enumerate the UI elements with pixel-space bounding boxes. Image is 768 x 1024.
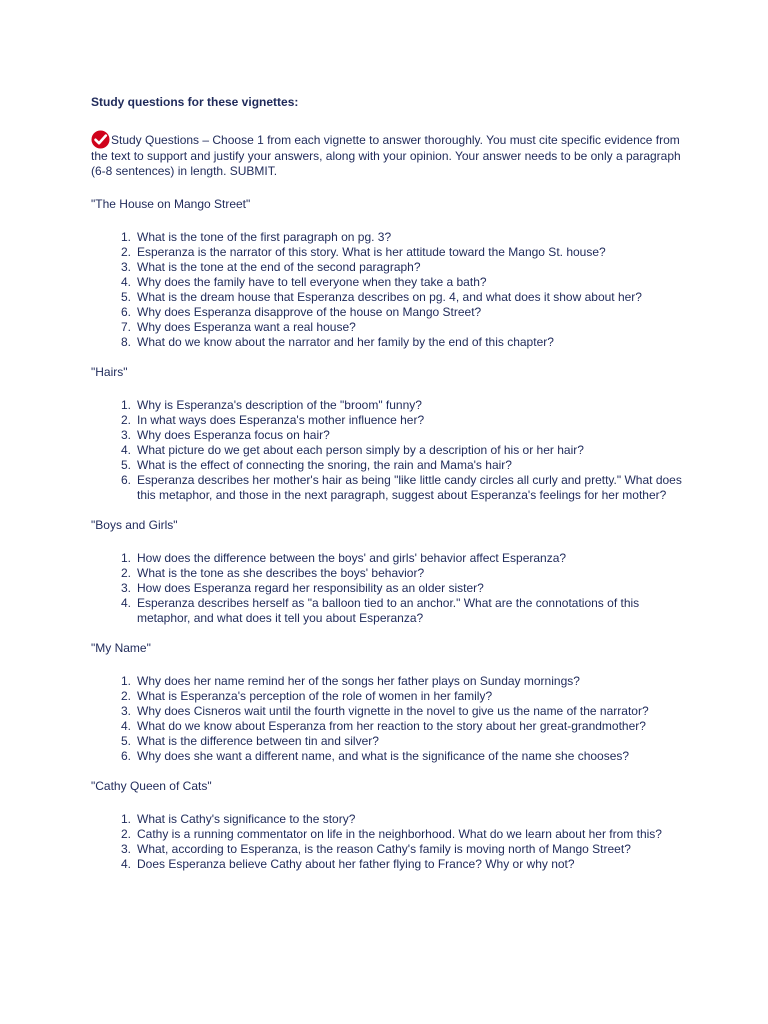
- question-item: [91, 305, 691, 320]
- question-number: 8.: [120, 335, 131, 349]
- question-text: Esperanza is the narrator of this story. What is her attitude toward the Mango St. house?: [137, 245, 606, 259]
- vignette-section: [91, 365, 691, 503]
- question-item: [91, 413, 691, 428]
- question-text: What is Cathy's significance to the story?: [137, 812, 356, 826]
- question-text: In what ways does Esperanza's mother influence her?: [137, 413, 425, 427]
- question-number: 5.: [120, 290, 131, 304]
- section-title: "Cathy Queen of Cats": [91, 779, 212, 793]
- question-text: What is the tone as she describes the boys' behavior?: [137, 566, 425, 580]
- question-number: 3.: [120, 260, 131, 274]
- question-text: How does the difference between the boys' and girls' behavior affect Esperanza?: [137, 551, 567, 565]
- question-text: What is Esperanza's perception of the role of women in her family?: [137, 689, 493, 703]
- question-item: [91, 458, 691, 473]
- question-number: 1.: [120, 674, 131, 688]
- question-number: 5.: [120, 458, 131, 472]
- question-number: 6.: [120, 473, 131, 487]
- question-text: Esperanza describes herself as "a balloon tied to an anchor." What are the connotations of this metaphor, and what does it tell you about Esperanza?: [137, 596, 640, 625]
- question-item: [91, 704, 691, 719]
- question-item: [91, 275, 691, 290]
- question-text: What is the tone at the end of the second paragraph?: [137, 260, 421, 274]
- question-number: 3.: [120, 842, 131, 856]
- question-text: Does Esperanza believe Cathy about her father flying to France? Why or why not?: [137, 857, 575, 871]
- question-number: 2.: [120, 566, 131, 580]
- question-number: 2.: [120, 413, 131, 427]
- question-item: [91, 596, 691, 626]
- question-number: 2.: [120, 689, 131, 703]
- instructions-paragraph: [91, 130, 691, 179]
- question-item: [91, 581, 691, 596]
- vignette-section: [91, 779, 691, 872]
- section-title: "Boys and Girls": [91, 518, 178, 532]
- question-number: 4.: [120, 275, 131, 289]
- question-list: [91, 812, 691, 872]
- question-number: 5.: [120, 734, 131, 748]
- question-item: [91, 335, 691, 350]
- question-text: Why does Esperanza want a real house?: [137, 320, 356, 334]
- question-number: 4.: [120, 719, 131, 733]
- question-item: [91, 674, 691, 689]
- question-item: [91, 230, 691, 245]
- question-list: [91, 551, 691, 626]
- question-list: [91, 398, 691, 503]
- question-item: [91, 689, 691, 704]
- question-number: 3.: [120, 428, 131, 442]
- question-item: [91, 260, 691, 275]
- question-item: [91, 827, 691, 842]
- question-item: [91, 320, 691, 335]
- question-text: What is the tone of the first paragraph on pg. 3?: [137, 230, 392, 244]
- question-text: Why does her name remind her of the songs her father plays on Sunday mornings?: [137, 674, 580, 688]
- question-item: [91, 566, 691, 581]
- question-text: Why does Esperanza disapprove of the house on Mango Street?: [137, 305, 482, 319]
- document-title: Study questions for these vignettes:: [91, 95, 299, 109]
- question-number: 1.: [120, 230, 131, 244]
- question-list: [91, 230, 691, 350]
- section-title: "Hairs": [91, 365, 128, 379]
- question-number: 6.: [120, 305, 131, 319]
- question-number: 4.: [120, 443, 131, 457]
- vignette-section: [91, 518, 691, 626]
- question-text: What do we know about the narrator and her family by the end of this chapter?: [137, 335, 554, 349]
- vignette-section: [91, 641, 691, 764]
- question-item: [91, 719, 691, 734]
- question-text: What is the effect of connecting the snoring, the rain and Mama's hair?: [137, 458, 512, 472]
- question-item: [91, 842, 691, 857]
- question-text: Why does Esperanza focus on hair?: [137, 428, 330, 442]
- question-text: Why does Cisneros wait until the fourth vignette in the novel to give us the name of the narrator?: [137, 704, 649, 718]
- question-text: Why does she want a different name, and what is the significance of the name she chooses?: [137, 749, 630, 763]
- question-text: What is the difference between tin and silver?: [137, 734, 379, 748]
- question-text: How does Esperanza regard her responsibility as an older sister?: [137, 581, 484, 595]
- question-item: [91, 749, 691, 764]
- question-number: 3.: [120, 704, 131, 718]
- vignette-sections: [91, 197, 691, 872]
- question-number: 1.: [120, 812, 131, 826]
- document-page: [91, 95, 691, 887]
- question-item: [91, 857, 691, 872]
- question-text: Why is Esperanza's description of the "broom" funny?: [137, 398, 422, 412]
- question-item: [91, 473, 691, 503]
- question-item: [91, 428, 691, 443]
- section-title: "My Name": [91, 641, 151, 655]
- red-checkmark-icon: [91, 130, 110, 149]
- question-number: 1.: [120, 398, 131, 412]
- question-number: 4.: [120, 596, 131, 610]
- question-number: 3.: [120, 581, 131, 595]
- question-text: Why does the family have to tell everyone when they take a bath?: [137, 275, 487, 289]
- question-item: [91, 734, 691, 749]
- question-number: 6.: [120, 749, 131, 763]
- question-text: Esperanza describes her mother's hair as being "like little candy circles all curly and pretty." What does this metaphor, and those in the next paragraph, suggest about Esperanza's feelings for her mother?: [137, 473, 682, 502]
- question-number: 1.: [120, 551, 131, 565]
- question-text: What is the dream house that Esperanza describes on pg. 4, and what does it show about her?: [137, 290, 642, 304]
- instructions-text: Study Questions – Choose 1 from each vignette to answer thoroughly. You must cite specific evidence from the text to support and justify your answers, along with your opinion. Your answer needs to be only a paragraph (6-8 sentences) in length. SUBMIT.: [91, 133, 681, 178]
- question-item: [91, 290, 691, 305]
- question-text: Cathy is a running commentator on life in the neighborhood. What do we learn about her from this?: [137, 827, 662, 841]
- question-number: 7.: [120, 320, 131, 334]
- question-number: 4.: [120, 857, 131, 871]
- vignette-section: [91, 197, 691, 350]
- question-item: [91, 245, 691, 260]
- question-item: [91, 551, 691, 566]
- section-title: "The House on Mango Street": [91, 197, 251, 211]
- question-text: What do we know about Esperanza from her reaction to the story about her great-grandmother?: [137, 719, 646, 733]
- question-number: 2.: [120, 245, 131, 259]
- question-text: What picture do we get about each person simply by a description of his or her hair?: [137, 443, 584, 457]
- question-item: [91, 398, 691, 413]
- question-item: [91, 812, 691, 827]
- question-number: 2.: [120, 827, 131, 841]
- question-list: [91, 674, 691, 764]
- question-text: What, according to Esperanza, is the reason Cathy's family is moving north of Mango Street?: [137, 842, 631, 856]
- question-item: [91, 443, 691, 458]
